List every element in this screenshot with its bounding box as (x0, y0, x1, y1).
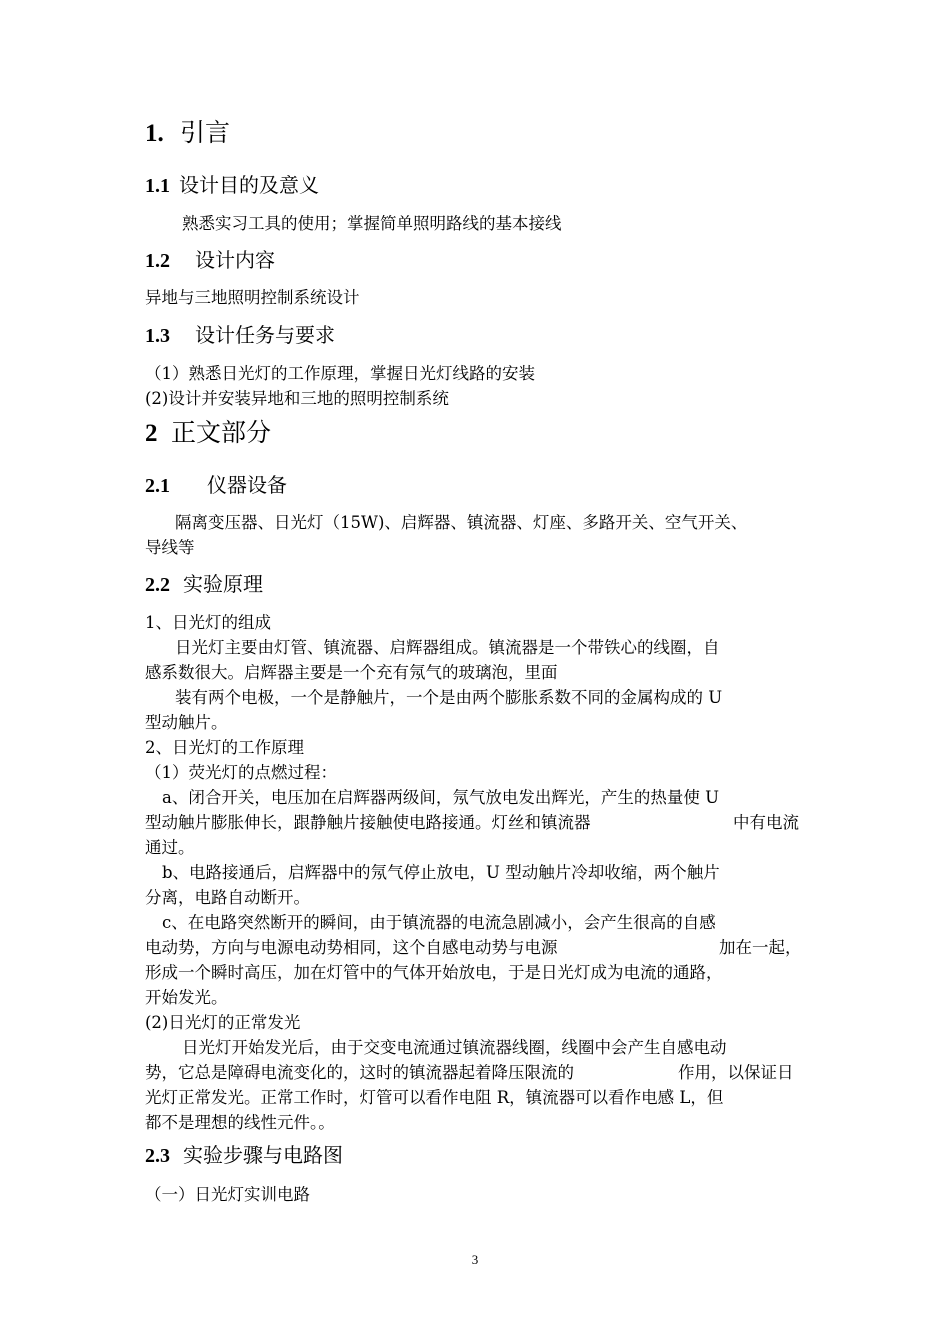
principle-line: 感系数很大。启辉器主要是一个充有氖气的玻璃泡，里面 (145, 663, 558, 682)
principle-line: 装有两个电极，一个是静触片，一个是由两个膨胀系数不同的金属构成的 U (175, 688, 723, 707)
section-1-3-item-1: （1）熟悉日光灯的工作原理，掌握日光灯线路的安装 (145, 364, 535, 383)
section-2-3-item-1: （一）日光灯实训电路 (145, 1185, 310, 1204)
principle-line: 型动触片。 (145, 713, 228, 732)
section-2-2-heading: 2.2 实验原理 (145, 572, 263, 596)
section-1-3-item-2: (2)设计并安装异地和三地的照明控制系统 (145, 389, 449, 408)
section-1-1-body: 熟悉实习工具的使用；掌握简单照明路线的基本接线 (182, 214, 562, 233)
principle-line: 型动触片膨胀伸长，跟静触片接触使电路接通。灯丝和镇流器 (145, 813, 591, 832)
section-2-1-body-line-2: 导线等 (145, 538, 195, 557)
section-1-3-heading: 1.3 设计任务与要求 (145, 323, 335, 347)
page-number: 3 (471, 1252, 479, 1267)
section-1-2-body: 异地与三地照明控制系统设计 (145, 288, 360, 307)
principle-line: 1、日光灯的组成 (145, 613, 271, 632)
principle-line: 势，它总是障碍电流变化的，这时的镇流器起着降压限流的 (145, 1063, 574, 1082)
principle-line: 通过。 (145, 838, 195, 857)
principle-line-fragment: 加在一起， (719, 938, 802, 957)
principle-line: c、在电路突然断开的瞬间，由于镇流器的电流急剧减小，会产生很高的自感 (162, 913, 716, 932)
principle-line: 日光灯开始发光后，由于交变电流通过镇流器线圈，线圈中会产生自感电动 (182, 1038, 727, 1057)
principle-line: 形成一个瞬时高压，加在灯管中的气体开始放电，于是日光灯成为电流的通路， (145, 963, 723, 982)
principle-line: 分离，电路自动断开。 (145, 888, 310, 907)
section-1-1-heading: 1.1 设计目的及意义 (145, 173, 319, 197)
principle-line: 电动势，方向与电源电动势相同，这个自感电动势与电源 (145, 938, 558, 957)
principle-line: a、闭合开关，电压加在启辉器两级间，氖气放电发出辉光，产生的热量使 U (162, 788, 719, 807)
principle-line: 日光灯主要由灯管、镇流器、启辉器组成。镇流器是一个带铁心的线圈，自 (175, 638, 720, 657)
section-1-2-heading: 1.2 设计内容 (145, 248, 275, 272)
section-2-heading: 2 正文部分 (145, 418, 272, 447)
principle-line: (2)日光灯的正常发光 (145, 1013, 301, 1032)
principle-line: 开始发光。 (145, 988, 228, 1007)
principle-line: 都不是理想的线性元件。。 (145, 1113, 335, 1132)
section-2-1-heading: 2.1 仪器设备 (145, 473, 287, 497)
principle-line: 光灯正常发光。正常工作时，灯管可以看作电阻 R，镇流器可以看作电感 L，但 (145, 1088, 724, 1107)
section-2-1-body-line-1: 隔离变压器、日光灯（15W)、启辉器、镇流器、灯座、多路开关、空气开关、 (175, 513, 748, 532)
principle-line: b、电路接通后，启辉器中的氖气停止放电，U 型动触片冷却收缩，两个触片 (162, 863, 720, 882)
principle-line-fragment: 中有电流 (733, 813, 799, 832)
principle-line: 2、日光灯的工作原理 (145, 738, 304, 757)
principle-line-fragment: 作用，以保证日 (678, 1063, 794, 1082)
section-2-3-heading: 2.3 实验步骤与电路图 (145, 1143, 343, 1167)
principle-line: （1）荧光灯的点燃过程： (145, 763, 337, 782)
section-1-heading: 1. 引言 (145, 118, 231, 147)
